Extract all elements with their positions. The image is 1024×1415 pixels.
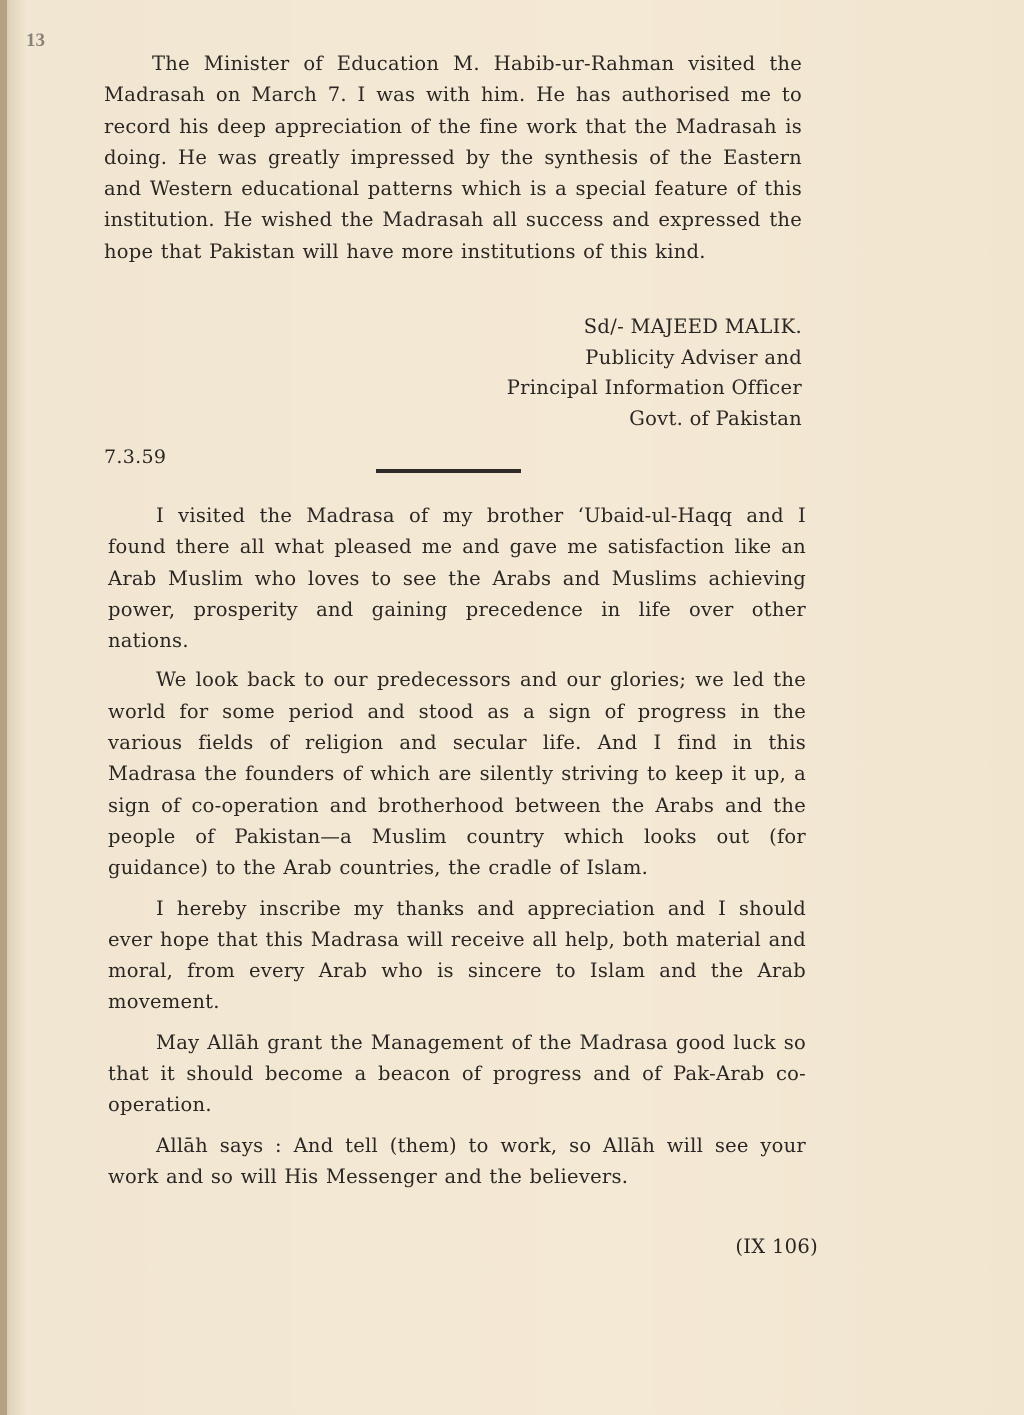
letter-one-paragraph: The Minister of Education M. Habib-ur-Rahman visited the Madrasah on March 7. I was with him. He has authorised me to record his deep appreciation of the fine work that the Madrasah is doing. He was greatly impressed by the synthesis of the Eastern and Western educational patterns which is a special feature of this institution. He wished the Madrasah all success and expressed the hope that Pakistan will have more institutions of this kind.	[104, 52, 802, 263]
signature-organization: Govt. of Pakistan	[629, 406, 802, 430]
book-spine-shadow	[0, 0, 7, 1415]
section-divider	[376, 469, 521, 473]
page-number: 13	[26, 30, 45, 51]
signature-title: Publicity Adviser and	[585, 345, 802, 369]
letter-two-paragraph-3: I hereby inscribe my thanks and appreciation and I should ever hope that this Madrasa will receive all help, both material and moral, from every Arab who is sincere to Islam and the Arab movement.	[108, 896, 806, 1014]
letter-two-paragraph-2: We look back to our predecessors and our glories; we led the world for some period and stood as a sign of progress in the various fields of religion and secular life. And I find in this Madrasa the founders of which are silently striving to keep it up, a sign of co-operation and brotherhood between the Arabs and the people of Pakistan—a Muslim country which looks out (for guidance) to the Arab countries, the cradle of Islam.	[108, 668, 806, 880]
letter-two-paragraph-5: Allāh says : And tell (them) to work, so Allāh will see your work and so will His Messenger and the believers.	[108, 1133, 806, 1188]
signature-name: Sd/- MAJEED MALIK.	[583, 315, 802, 338]
letter-two-body	[108, 500, 806, 1194]
quran-citation: (IX 106)	[735, 1235, 818, 1258]
signature-block	[507, 312, 802, 434]
letter-date: 7.3.59	[104, 446, 167, 468]
letter-two-paragraph-1: I visited the Madrasa of my brother ‘Ubaid-ul-Haqq and I found there all what pleased me and gave me satisfaction like an Arab Muslim who loves to see the Arabs and Muslims achieving power, prosperity and gaining precedence in life over other nations.	[108, 504, 806, 653]
letter-one-body	[104, 48, 802, 267]
letter-two-paragraph-4: May Allāh grant the Management of the Madrasa good luck so that it should become a beacon of progress and of Pak-Arab co-operation.	[108, 1030, 806, 1117]
signature-office: Principal Information Officer	[506, 376, 802, 399]
